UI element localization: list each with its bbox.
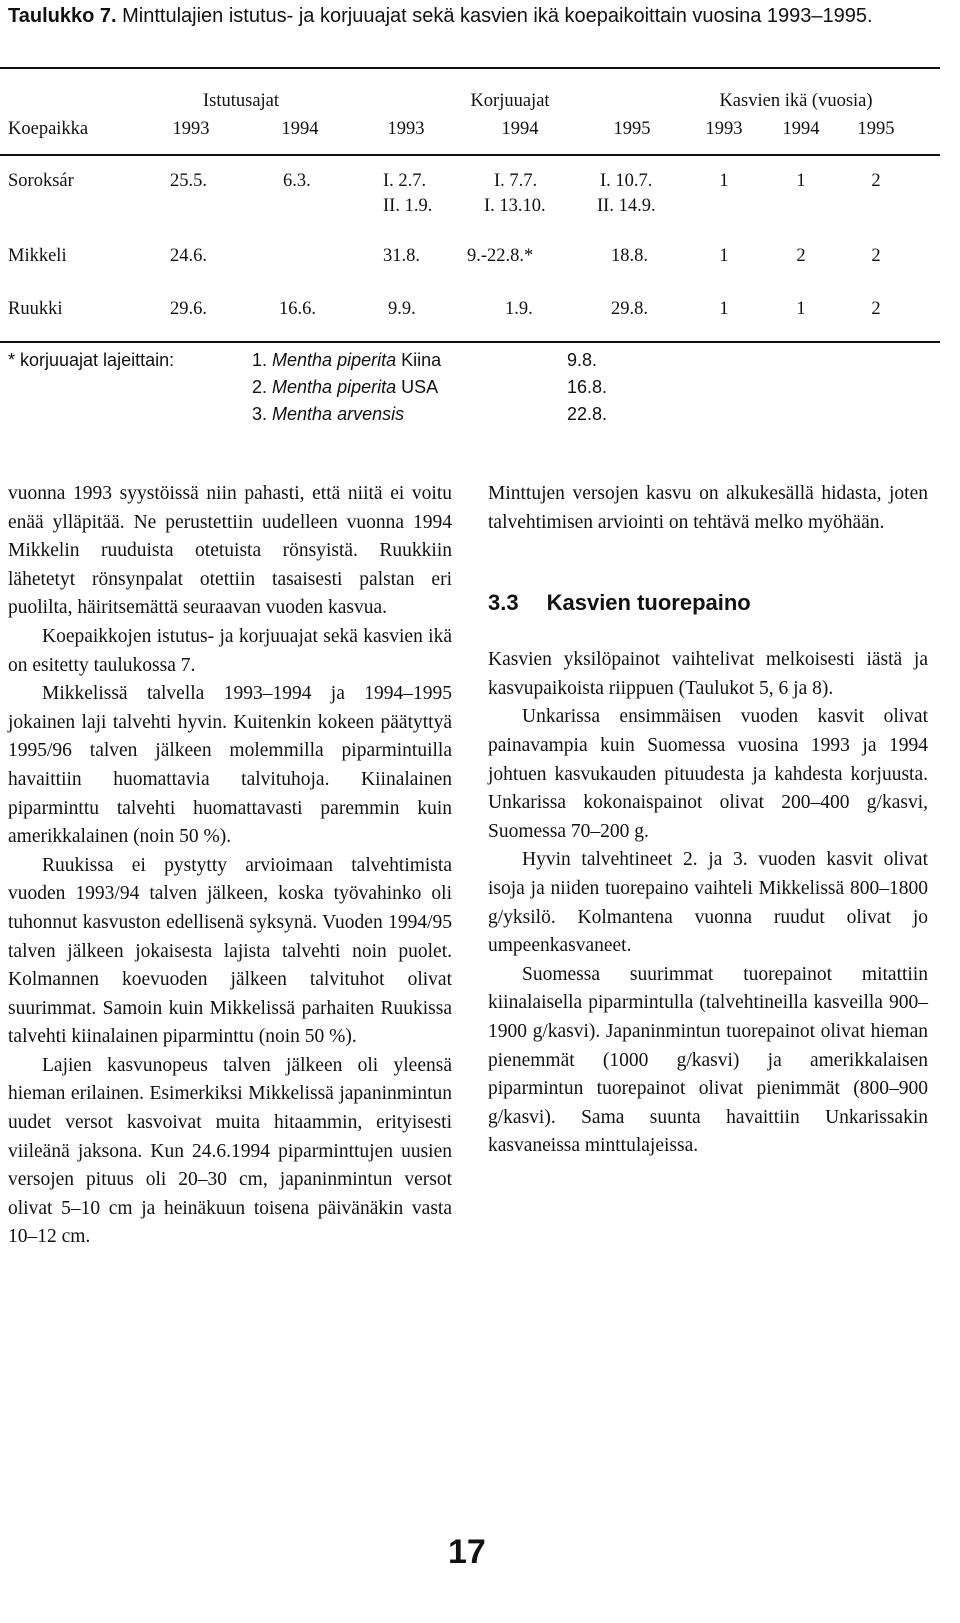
row-header-place: Koepaikka [8, 119, 89, 139]
footnote-item [252, 349, 441, 371]
table-cell: 1 [796, 171, 806, 191]
section-title: Kasvien tuorepaino [546, 590, 751, 616]
table-cell: 9.9. [388, 299, 416, 319]
footnote-species: Mentha piperita [272, 350, 397, 370]
table-cell: I. 7.7. [494, 171, 538, 191]
table-cell: II. 14.9. [597, 196, 656, 216]
table-cell: 29.8. [611, 299, 648, 319]
body-paragraph: Kasvien yksilöpainot vaihtelivat melkoisesti iästä ja kasvupaikoista riippuen (Taulukot 5, 6 ja 8). [488, 649, 928, 699]
body-paragraph: Mikkelissä talvella 1993–1994 ja 1994–1995 jokainen laji talvehti hyvin. Kuitenkin kokeen päätyttyä 1995/96 talven jälkeen molemmilla piparmintuilla havaittiin huomattavia talvituhoja. Kiinalainen piparminttu talvehti huomattavasti paremmin kuin amerikkalainen (noin 50 %). [8, 683, 452, 848]
table-cell: 2 [871, 246, 881, 266]
table-cell: 9.-22.8.* [467, 246, 534, 266]
footnote-num: 1. [252, 350, 268, 370]
right-text-column [488, 480, 928, 1161]
footnote-date: 9.8. [567, 350, 598, 370]
table-cell: I. 13.10. [484, 196, 546, 216]
table-cell: II. 1.9. [383, 196, 433, 216]
table-cell: 16.6. [279, 299, 316, 319]
body-paragraph: Ruukissa ei pystytty arvioimaan talvehtimista vuoden 1993/94 talven jälkeen, koska työvahinko oli tuhonnut kasvuston edellisenä syksynä. Vuoden 1994/95 talven jälkeen jokaisesta lajista talvehti noin puolet. Kolmannen koevuoden jälkeen talvituhot olivat suurimmat. Samoin kuin Mikkelissä parhaiten Ruukissa talvehti kiinalainen piparminttu (noin 50 %). [8, 854, 452, 1048]
body-paragraph: Suomessa suurimmat tuorepainot mitattiin kiinalaisella piparmintulla (talvehtineilla kasveilla 900–1900 g/kasvi). Japaninmintun tuorepainot olivat hieman pienemmät (1000 g/kasvi) ja amerikkalaisen piparmintun tuorepainot olivat pienimmät (800–900 g/kasvi). Sama suunta havaittiin Unkarissakin kasvaneissa minttulajeissa. [488, 963, 928, 1157]
row-place: Soroksár [8, 171, 74, 191]
year-header: 1993 [172, 119, 210, 139]
table-cell: 1 [719, 299, 729, 319]
footnote-date: 22.8. [567, 404, 608, 424]
year-header: 1993 [387, 119, 425, 139]
footnote-species: Mentha arvensis [272, 404, 405, 424]
table-header-rule [0, 154, 940, 156]
table-cell: 1 [719, 246, 729, 266]
table-cell: I. 10.7. [600, 171, 653, 191]
year-header: 1994 [501, 119, 539, 139]
table-cell: 1 [719, 171, 729, 191]
table-cell: 1 [796, 299, 806, 319]
table-cell: 2 [871, 299, 881, 319]
year-header: 1993 [705, 119, 743, 139]
left-text-column [8, 480, 452, 1252]
section-number: 3.3 [488, 590, 519, 616]
body-paragraph: Koepaikkojen istutus- ja korjuuajat sekä kasvien ikä on esitetty taulukossa 7. [8, 625, 452, 676]
section-heading [488, 588, 928, 618]
footnote-origin: Kiina [401, 350, 442, 370]
group-header-planting: Istutusajat [202, 91, 280, 111]
table-cell: 31.8. [383, 246, 420, 266]
table-top-rule [0, 67, 940, 69]
body-paragraph: Lajien kasvunopeus talven jälkeen oli yleensä hieman erilainen. Esimerkiksi Mikkelissä japaninmintun uudet versot kasvoivat muita hitaammin, erityisesti viileänä jaksona. Kun 24.6.1994 piparminttujen uusien versojen pituus oli 20–30 cm, japaninmintun versot olivat 5–10 cm ja heinäkuun toisena päivänäkin vasta 10–12 cm. [8, 1054, 452, 1248]
footnote-item [252, 376, 438, 398]
table-cell: I. 2.7. [383, 171, 427, 191]
table-bottom-rule [0, 341, 940, 343]
body-paragraph: vuonna 1993 syystöissä niin pahasti, että niitä ei voitu enää ylläpitää. Ne perustettiin uudelleen vuonna 1994 Mikkelin ruuduista otetuista rönsyistä. Ruukkiin lähetetyt rönsynpalat otettiin tasaisesti palstan eri puolilta, häiritsemättä seuraavan vuoden kasvua. [8, 483, 452, 619]
table-caption [8, 2, 948, 30]
year-header: 1994 [782, 119, 820, 139]
body-paragraph: Minttujen versojen kasvu on alkukesällä hidasta, joten talvehtimisen arviointi on tehtävä melko myöhään. [488, 483, 928, 533]
footnote-date: 16.8. [567, 377, 608, 397]
body-paragraph: Unkarissa ensimmäisen vuoden kasvit olivat painavampia kuin Suomessa vuosina 1993 ja 1994 johtuen kasvukauden pituudesta ja kahdesta korjuusta. Unkarissa kokonaispainot olivat 200–400 g/kasvi, Suomessa 70–200 g. [488, 706, 928, 842]
table-cell: 18.8. [611, 246, 648, 266]
footnote-item [252, 403, 404, 425]
table-cell: 6.3. [283, 171, 311, 191]
footnote-species: Mentha piperita [272, 377, 397, 397]
year-header: 1995 [613, 119, 651, 139]
row-place: Ruukki [8, 299, 63, 319]
table-cell: 24.6. [170, 246, 207, 266]
row-place: Mikkeli [8, 246, 67, 266]
table-cell: 2 [796, 246, 806, 266]
footnote-label: * korjuuajat lajeittain: [8, 350, 175, 370]
table-cell: 29.6. [170, 299, 207, 319]
page-number: 17 [448, 1533, 486, 1571]
table-cell: 1.9. [505, 299, 533, 319]
table-cell: 2 [871, 171, 881, 191]
group-header-harvest: Korjuuajat [470, 91, 550, 111]
group-header-plant-age: Kasvien ikä (vuosia) [719, 91, 873, 111]
footnote-num: 2. [252, 377, 268, 397]
footnote-num: 3. [252, 404, 268, 424]
footnote-origin: USA [401, 377, 439, 397]
table-cell: 25.5. [170, 171, 207, 191]
caption-label: Taulukko 7. [8, 5, 117, 27]
year-header: 1994 [281, 119, 319, 139]
caption-text: Minttulajien istutus- ja korjuuajat sekä kasvien ikä koepaikoittain vuosina 1993–1995. [122, 5, 873, 27]
body-paragraph: Hyvin talvehtineet 2. ja 3. vuoden kasvit olivat isoja ja niiden tuorepaino vaihteli Mikkelissä 800–1800 g/yksilö. Kolmantena vuonna ruudut olivat jo umpeenkasvaneet. [488, 849, 928, 957]
year-header: 1995 [857, 119, 895, 139]
